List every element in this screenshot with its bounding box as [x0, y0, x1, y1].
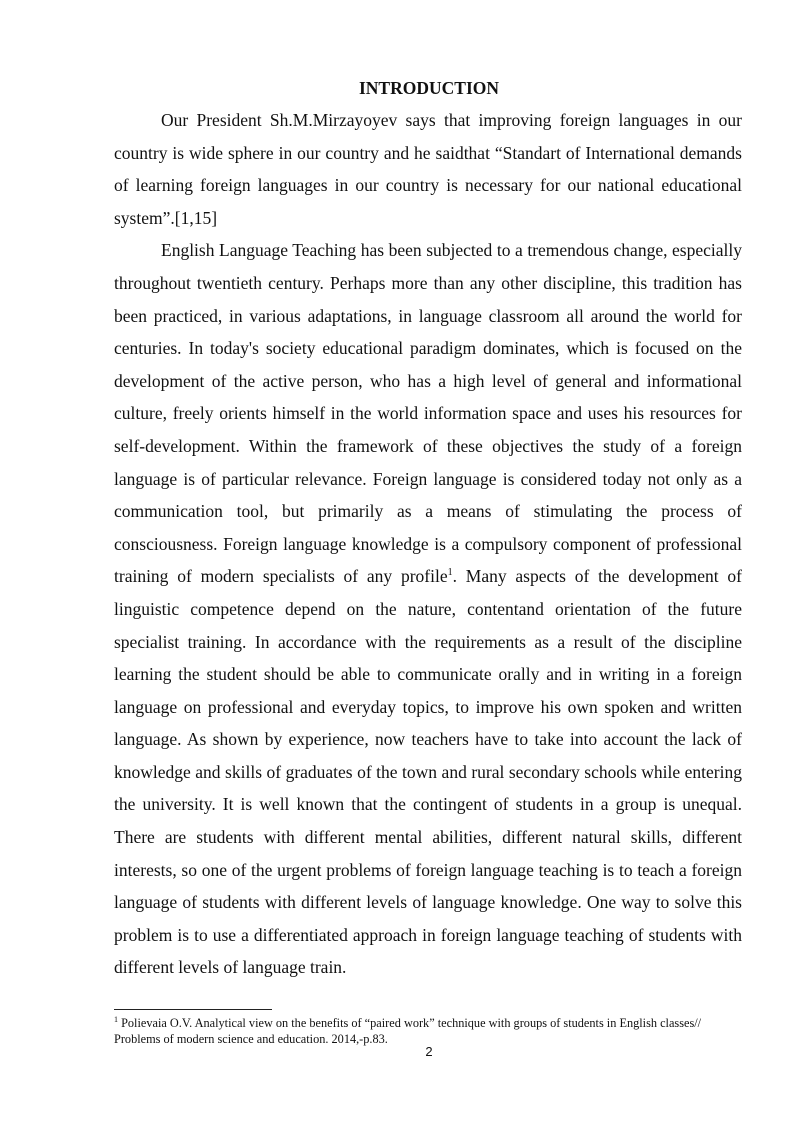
paragraph-president-quote: Our President Sh.M.Mirzayoyev says that improving foreign languages in our country is wide sphere in our country and he saidthat “Standart of International demands of learning foreign languages in our country is necessary for our national educational system”.[1,15]	[114, 110, 742, 228]
page-number: 2	[425, 1044, 433, 1059]
paragraph-elt-overview	[114, 234, 742, 984]
footnote-marker: 1	[114, 1014, 118, 1024]
footnote-reference: 1	[447, 567, 453, 579]
section-heading: INTRODUCTION	[358, 78, 500, 98]
paragraph-text-before-footnote-ref: English Language Teaching has been subjected to a tremendous change, especially throughout twentieth century. Perhaps more than any other discipline, this tradition has been practiced, in various adaptations, in language classroom all around the world for centuries. In today's society educational paradigm dominates, which is focused on the development of the active person, who has a high level of general and informational culture, freely orients himself in the world information space and uses his resources for self-development. Within the framework of these objectives the study of a foreign language is of particular relevance. Foreign language is considered today not only as a communication tool, but primarily as a means of stimulating the process of consciousness. Foreign language knowledge is a compulsory component of professional training of modern specialists of any profile	[114, 240, 742, 587]
footnote	[114, 1016, 724, 1047]
footnote-separator	[114, 1009, 272, 1010]
paragraph-text-after-footnote-ref: . Many aspects of the development of linguistic competence depend on the nature, contentand orientation of the future specialist training. In accordance with the requirements as a result of the discipline learning the student should be able to communicate orally and in writing in a foreign language on professional and everyday topics, to improve his own spoken and written language. As shown by experience, now teachers have to take into account the lack of knowledge and skills of graduates of the town and rural secondary schools while entering the university. It is well known that the contingent of students in a group is unequal. There are students with different mental abilities, different natural skills, different interests, so one of the urgent problems of foreign language teaching is to teach a foreign language of students with different levels of language knowledge. One way to solve this problem is to use a differentiated approach in foreign language teaching of students with different levels of language train.	[114, 566, 742, 978]
body-text	[114, 104, 742, 984]
footnote-text: Polievaia O.V. Analytical view on the benefits of “paired work” technique with groups of students in English classes// Problems of modern science and education. 2014,-p.83.	[114, 1016, 702, 1046]
